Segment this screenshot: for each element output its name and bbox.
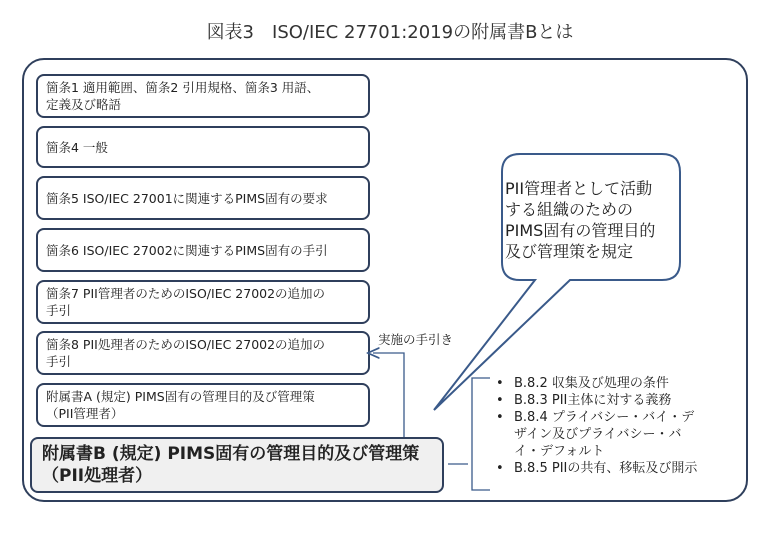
controls-bracket (448, 378, 490, 490)
callout-line-4: 及び管理策を規定 (505, 242, 634, 261)
control-b85-text: B.8.5 PIIの共有、移転及び開示 (514, 461, 698, 476)
callout-line-3: PIMS固有の管理目的 (505, 221, 656, 240)
annex-a-line2: （PII管理者） (46, 406, 124, 421)
guide-arrow (373, 353, 404, 437)
callout-line-1: PII管理者として活動 (505, 179, 653, 198)
control-b82-text: B.8.2 収集及び処理の条件 (514, 376, 669, 391)
callout-text (505, 178, 725, 262)
figure-title: 図表3 ISO/IEC 27701:2019の附属書Bとは (206, 22, 574, 43)
control-item-b83 (492, 392, 754, 409)
annex-a-line1: 附属書A (規定) PIMS固有の管理目的及び管理策 (46, 389, 315, 404)
annex-b-line1: 附属書B (規定) PIMS固有の管理目的及び管理策 (42, 444, 420, 464)
control-b83-text: B.8.3 PII主体に対する義務 (514, 393, 672, 408)
clause-6-label: 箇条6 ISO/IEC 27002に関連するPIMS固有の手引 (46, 242, 328, 258)
clause-4-label: 箇条4 一般 (46, 139, 108, 155)
annex-b-line2: （PII処理者） (42, 466, 153, 486)
clause-8-line1: 箇条8 PII処理者のためのISO/IEC 27002の追加の (46, 337, 326, 352)
guide-label: 実施の手引き (378, 332, 454, 347)
clause-8-line2: 手引 (46, 354, 72, 369)
control-b84-line3: イ・デフォルト (514, 444, 605, 459)
clause-1-line2: 定義及び略語 (46, 97, 122, 112)
control-item-b84 (492, 409, 754, 460)
control-b84-line1: B.8.4 プライバシー・バイ・デ (514, 410, 695, 425)
control-b84-line2: ザイン及びプライバシー・バ (514, 427, 682, 442)
clause-7-line1: 箇条7 PII管理者のためのISO/IEC 27002の追加の (46, 286, 326, 301)
controls-list (492, 375, 754, 477)
clause-7-line2: 手引 (46, 303, 72, 318)
callout-line-2: する組織のための (505, 200, 634, 219)
clause-5-label: 箇条5 ISO/IEC 27001に関連するPIMS固有の要求 (46, 190, 328, 206)
control-item-b82 (492, 375, 754, 392)
control-item-b85 (492, 460, 754, 477)
clause-1-line1: 箇条1 適用範囲、箇条2 引用規格、箇条3 用語、 (46, 80, 320, 95)
